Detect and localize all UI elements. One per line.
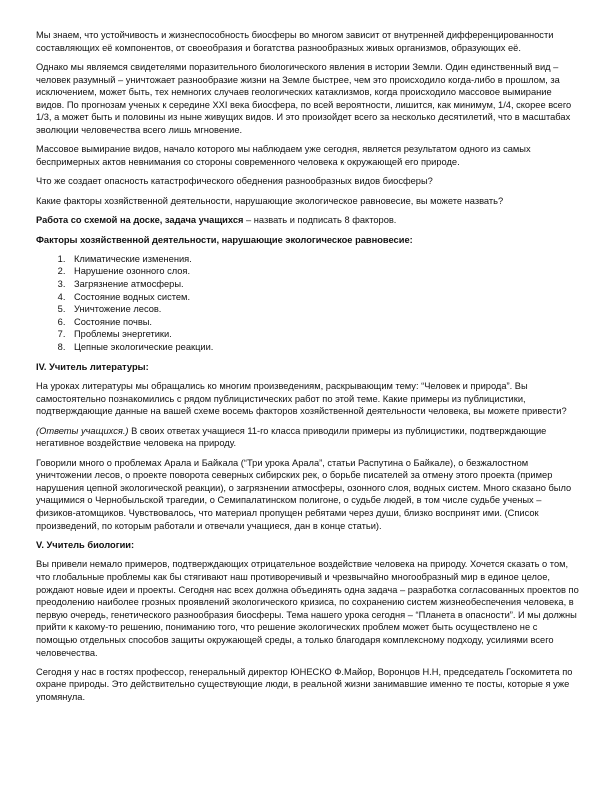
factors-list bbox=[36, 253, 581, 354]
paragraph-literature-question: На уроках литературы мы обращались ко многим произведениям, раскрывающим тему: “Человек и природа”. Вы самостоятельно познакомились с рядом публицистических работ по этой теме. Какие примеры из публицистики, подтверждающие данные на вашей схеме восемь факторов хозяйственной деятельности человека, вы можете привести? bbox=[36, 381, 567, 417]
list-item: 2. Нарушение озонного слоя. bbox=[68, 265, 581, 278]
paragraph-students-answers bbox=[36, 425, 581, 450]
paragraph-biology-intro: Вы привели немало примеров, подтверждающих отрицательное воздействие человека на природу. Хочется сказать о том, что глобальные проблемы как бы стягивают наш противоречивый и чрезвычайно многообразный мир в единое целое, рождают новые идеи и проекты. Сегодня нас всех должна объединять одна задача – разработка согласованных проектов по преодолению наиболее грозных проявлений экологического кризиса, по сохранению систем жизнеобеспечения человека, в первую очередь, генетического разнообразия биосферы. Тема нашего урока сегодня – “Планета в опасности”. И мы должны прийти к какому-то решению, пониманию того, что решение экологических проблем может быть осуществлено не с помощью отдельных способов защиты окружающей среды, а только благодаря комплексному подходу, усилиями всего человечества. bbox=[36, 559, 579, 658]
paragraph-examples: Говорили много о проблемах Арала и Байкала (“Три урока Арала”, статьи Распутина о Байкале), о безжалостном уничтожении лесов, о проекте поворота северных сибирских рек, о борьбе писателей за отмену этого проекта (пример нарушения цепной экологической реакции), о загрязнении атмосферы, озонного слоя, водных систем. Много сказано было учащимися о Чернобыльской трагедии, о Семипалатинском полигоне, о судьбе людей, в том числе судьбе ученых – физиков-атомщиков. Чувствовалось, что материал пропущен ребятами через души, близко воспринят ими. (Список произведений, по которым работали и отвечали учащиеся, дан в конце статьи). bbox=[36, 457, 572, 531]
list-item: 1. Климатические изменения. bbox=[68, 253, 581, 266]
students-answers-label: (Ответы учащихся.) bbox=[36, 425, 129, 436]
students-answers-text: В своих ответах учащиеся 11-го класса приводили примеры из публицистики, подтверждающие негативное воздействие человека на природу. bbox=[36, 425, 547, 449]
section-heading-biology-teacher: V. Учитель биологии: bbox=[36, 539, 135, 550]
list-item: 5. Уничтожение лесов. bbox=[68, 303, 581, 316]
document-page bbox=[36, 29, 581, 710]
paragraph-guests: Сегодня у нас в гостях профессор, генеральный директор ЮНЕСКО Ф.Майор, Воронцов Н.Н, председатель Госкомитета по охране природы. Это действительно существующие люди, в реальной жизни занимавшие именно те посты, которые я уже упомянула. bbox=[36, 666, 573, 703]
list-item: 4. Состояние водных систем. bbox=[68, 291, 581, 304]
section-heading-literature-teacher: IV. Учитель литературы: bbox=[36, 361, 149, 372]
paragraph-extinction-forecast: Однако мы являемся свидетелями поразительного биологического явления в истории Земли. Один единственный вид – человек разумный – уничтожает разнообразие жизни на Земле быстрее, чем это происходило когда-либо в прошлом, за исключением, может быть, тех немногих случаев геологических катаклизмов, когда происходило массовое вымирание видов. По прогнозам ученых к середине XXI века биосфера, по всей вероятности, лишится, как минимум, 1/4, скорее всего 1/3, а может быть и половины из ныне живущих видов. И это произойдет всего за несколько десятилетий, что в масштабах эволюции человечества всего лишь мгновение. bbox=[36, 61, 572, 135]
board-task-label: Работа со схемой на доске, задача учащихся bbox=[36, 215, 244, 226]
paragraph-question-factors: Какие факторы хозяйственной деятельности, нарушающие экологическое равновесие, вы можете назвать? bbox=[36, 195, 504, 206]
paragraph-board-task bbox=[36, 214, 581, 227]
factors-heading: Факторы хозяйственной деятельности, нарушающие экологическое равновесие: bbox=[36, 234, 413, 245]
list-item: 8. Цепные экологические реакции. bbox=[68, 341, 581, 354]
list-item: 7. Проблемы энергетики. bbox=[68, 328, 581, 341]
list-item: 3. Загрязнение атмосферы. bbox=[68, 278, 581, 291]
paragraph-mass-extinction: Массовое вымирание видов, начало которого мы наблюдаем уже сегодня, является результатом одного из самых беспримерных актов невнимания со стороны современного человека к окружающей его природе. bbox=[36, 144, 531, 167]
board-task-text: – назвать и подписать 8 факторов. bbox=[243, 215, 397, 226]
list-item: 6. Состояние почвы. bbox=[68, 316, 581, 329]
paragraph-biosphere-stability: Мы знаем, что устойчивость и жизнеспособность биосферы во многом зависит от внутренней дифференцированности составляющих её компонентов, от своеобразия и богатства разнообразных живых организмов, образующих её. bbox=[36, 30, 554, 53]
paragraph-question-danger: Что же создает опасность катастрофического обеднения разнообразных видов биосферы? bbox=[36, 176, 433, 187]
